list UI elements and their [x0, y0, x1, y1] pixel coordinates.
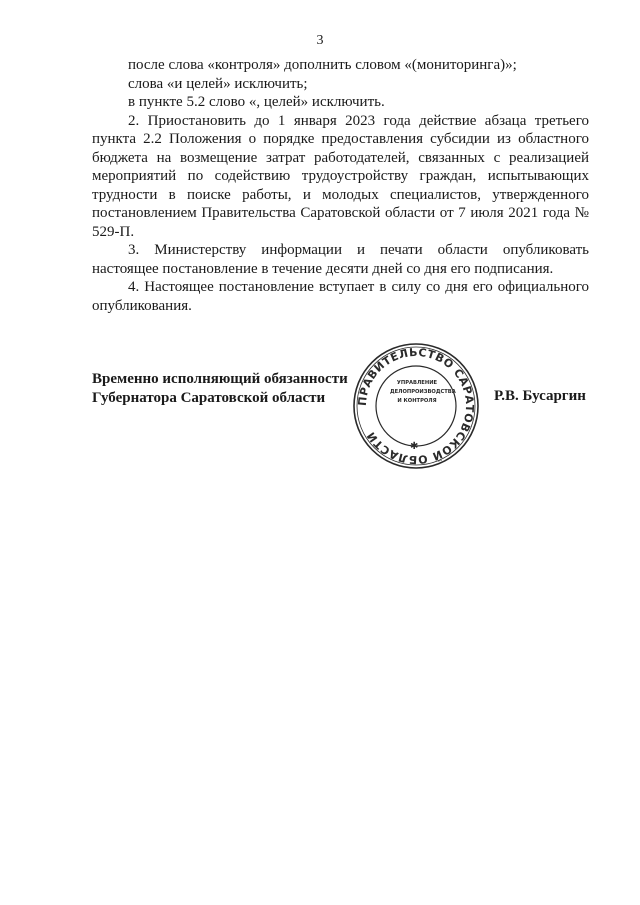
seal-center-line-3: И КОНТРОЛЯ [397, 398, 437, 404]
signatory-position [92, 370, 348, 407]
paragraph-2: 2. Приостановить до 1 января 2023 года действие абзаца третьего пункта 2.2 Положения о порядке предоставления субсидии из областного бюджета на возмещение затрат работодателей, связанных с реализацией мероприятий по содействию трудоустройству граждан, испытывающих трудности в поиске работы, и молодых специалистов, утвержденного постановлением Правительства Саратовской области от 7 июля 2021 года № 529-П. [92, 112, 589, 240]
seal-center-text [390, 379, 456, 406]
amendment-line-2: слова «и целей» исключить; [128, 75, 308, 92]
signatory-name: Р.В. Бусаргин [494, 388, 586, 404]
seal-center-line-1: УПРАВЛЕНИЕ [396, 380, 438, 386]
amendment-line-3: в пункте 5.2 слово «, целей» исключить. [128, 94, 385, 110]
seal-center-line-2: ДЕЛОПРОИЗВОДСТВА [390, 389, 456, 395]
official-seal [352, 342, 480, 470]
paragraph-3: 3. Министерству информации и печати области опубликовать настоящее постановление в течение десяти дней со дня его подписания. [92, 242, 589, 277]
amendment-line-1: после слова «контроля» дополнить словом «(мониторинга)»; [128, 57, 517, 73]
signatory-position-line-2: Губернатора Саратовской области [92, 389, 326, 406]
signatory-position-line-1: Временно исполняющий обязанности [92, 371, 348, 387]
page-number: 3 [316, 33, 324, 48]
paragraph-4: 4. Настоящее постановление вступает в силу со дня его официального опубликования. [92, 279, 589, 314]
seal-ring-text: ПРАВИТЕЛЬСТВО САРАТОВСКОЙ ОБЛАСТИ [355, 345, 477, 467]
document-body [92, 56, 589, 315]
seal-star-icon: ✱ [410, 441, 419, 452]
